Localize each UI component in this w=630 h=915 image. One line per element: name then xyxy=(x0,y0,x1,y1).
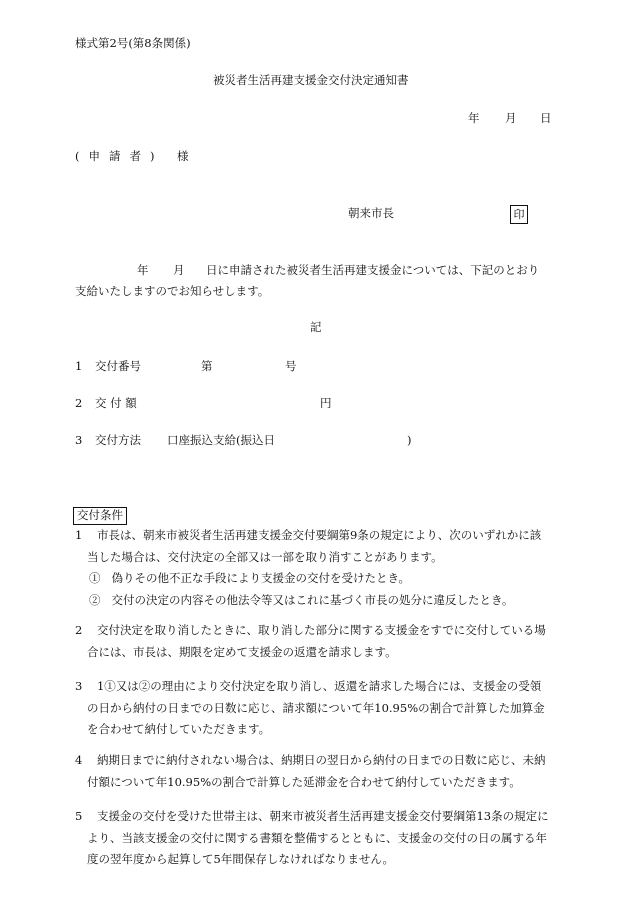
condition-1 xyxy=(75,525,555,611)
item-2-yen: 円 xyxy=(320,396,332,410)
condition-3-number: 3 xyxy=(75,679,83,693)
ki-heading: 記 xyxy=(310,320,322,334)
item-3-label: 交付方法 xyxy=(95,433,141,447)
condition-3 xyxy=(75,676,555,741)
item-3-close-paren: ) xyxy=(407,433,412,447)
date-month: 月 xyxy=(505,111,517,125)
condition-1-sub1: ① 偽りその他不正な手段により支援金の交付を受けたとき。 xyxy=(89,571,411,585)
condition-1-line1: 市長は、朝来市被災者生活再建支援金交付要綱第9条の規定により、次のいずれかに該 xyxy=(96,528,542,542)
condition-5-line1: 支援金の交付を受けた世帯主は、朝来市被災者生活再建支援金交付要綱第13条の規定に xyxy=(96,809,549,823)
condition-4 xyxy=(75,750,555,793)
document-title: 被災者生活再建支援金交付決定通知書 xyxy=(213,73,409,87)
condition-2 xyxy=(75,620,555,663)
condition-4-line1: 納期日までに納付されない場合は、納期日の翌日から納付の日までの日数に応じ、未納 xyxy=(96,753,546,767)
condition-4-line2: 付額について年10.95%の割合で計算した延滞金を合わせて納付していただきます。 xyxy=(87,774,521,789)
condition-3-line1: 1①又は②の理由により交付決定を取り消し、返還を請求した場合には、支援金の受領 xyxy=(96,679,542,693)
conditions-heading: 交付条件 xyxy=(73,507,127,525)
form-number: 様式第2号(第8条関係) xyxy=(75,36,191,50)
date-year: 年 xyxy=(468,111,480,125)
intro-line1-text: 日に申請された被災者生活再建支援金については、下記のとおり xyxy=(206,263,540,277)
condition-1-line2: 当した場合は、交付決定の全部又は一部を取り消すことがあります。 xyxy=(87,549,443,564)
intro-month: 月 xyxy=(173,263,185,277)
condition-2-number: 2 xyxy=(75,623,83,637)
condition-3-line2: の日から納付の日までの日数に応じ、請求額について年10.95%の割合で計算した加算金 xyxy=(87,700,545,715)
condition-3-line3: を合わせて納付していただきます。 xyxy=(87,722,271,736)
condition-5-line2: より、当該支援金の交付に関する書類を整備するとともに、支援金の交付の日の属する年 xyxy=(87,830,547,845)
item-1-go: 号 xyxy=(285,359,297,373)
date-day: 日 xyxy=(540,111,552,125)
condition-5-line3: 度の翌年度から起算して5年間保存しなければなりません。 xyxy=(87,852,395,866)
intro-line2-text: 支給いたしますのでお知らせします。 xyxy=(75,284,270,298)
seal-mark: 印 xyxy=(510,205,528,224)
condition-2-line2: 合には、市長は、期限を定めて支援金の返還を請求します。 xyxy=(87,644,397,659)
condition-4-number: 4 xyxy=(75,753,83,767)
recipient-label: (申請者) xyxy=(75,149,164,163)
item-1-dai: 第 xyxy=(201,359,213,373)
intro-year: 年 xyxy=(137,263,149,277)
item-2-number: 2 xyxy=(75,396,83,410)
issuer-name: 朝来市長 xyxy=(348,206,394,220)
condition-5 xyxy=(75,806,555,871)
item-1-label: 交付番号 xyxy=(95,359,141,373)
condition-2-line1: 交付決定を取り消したときに、取り消した部分に関する支援金をすでに交付している場 xyxy=(96,623,546,637)
condition-5-number: 5 xyxy=(75,809,83,823)
item-3-method: 口座振込支給(振込日 xyxy=(167,433,275,447)
item-2-label: 交 付 額 xyxy=(95,396,137,410)
item-3-number: 3 xyxy=(75,433,83,447)
condition-1-number: 1 xyxy=(75,528,83,542)
recipient-honorific: 様 xyxy=(177,149,189,163)
condition-1-sub2: ② 交付の決定の内容その他法令等又はこれに基づく市長の処分に違反したとき。 xyxy=(89,592,514,607)
item-1-number: 1 xyxy=(75,359,83,373)
